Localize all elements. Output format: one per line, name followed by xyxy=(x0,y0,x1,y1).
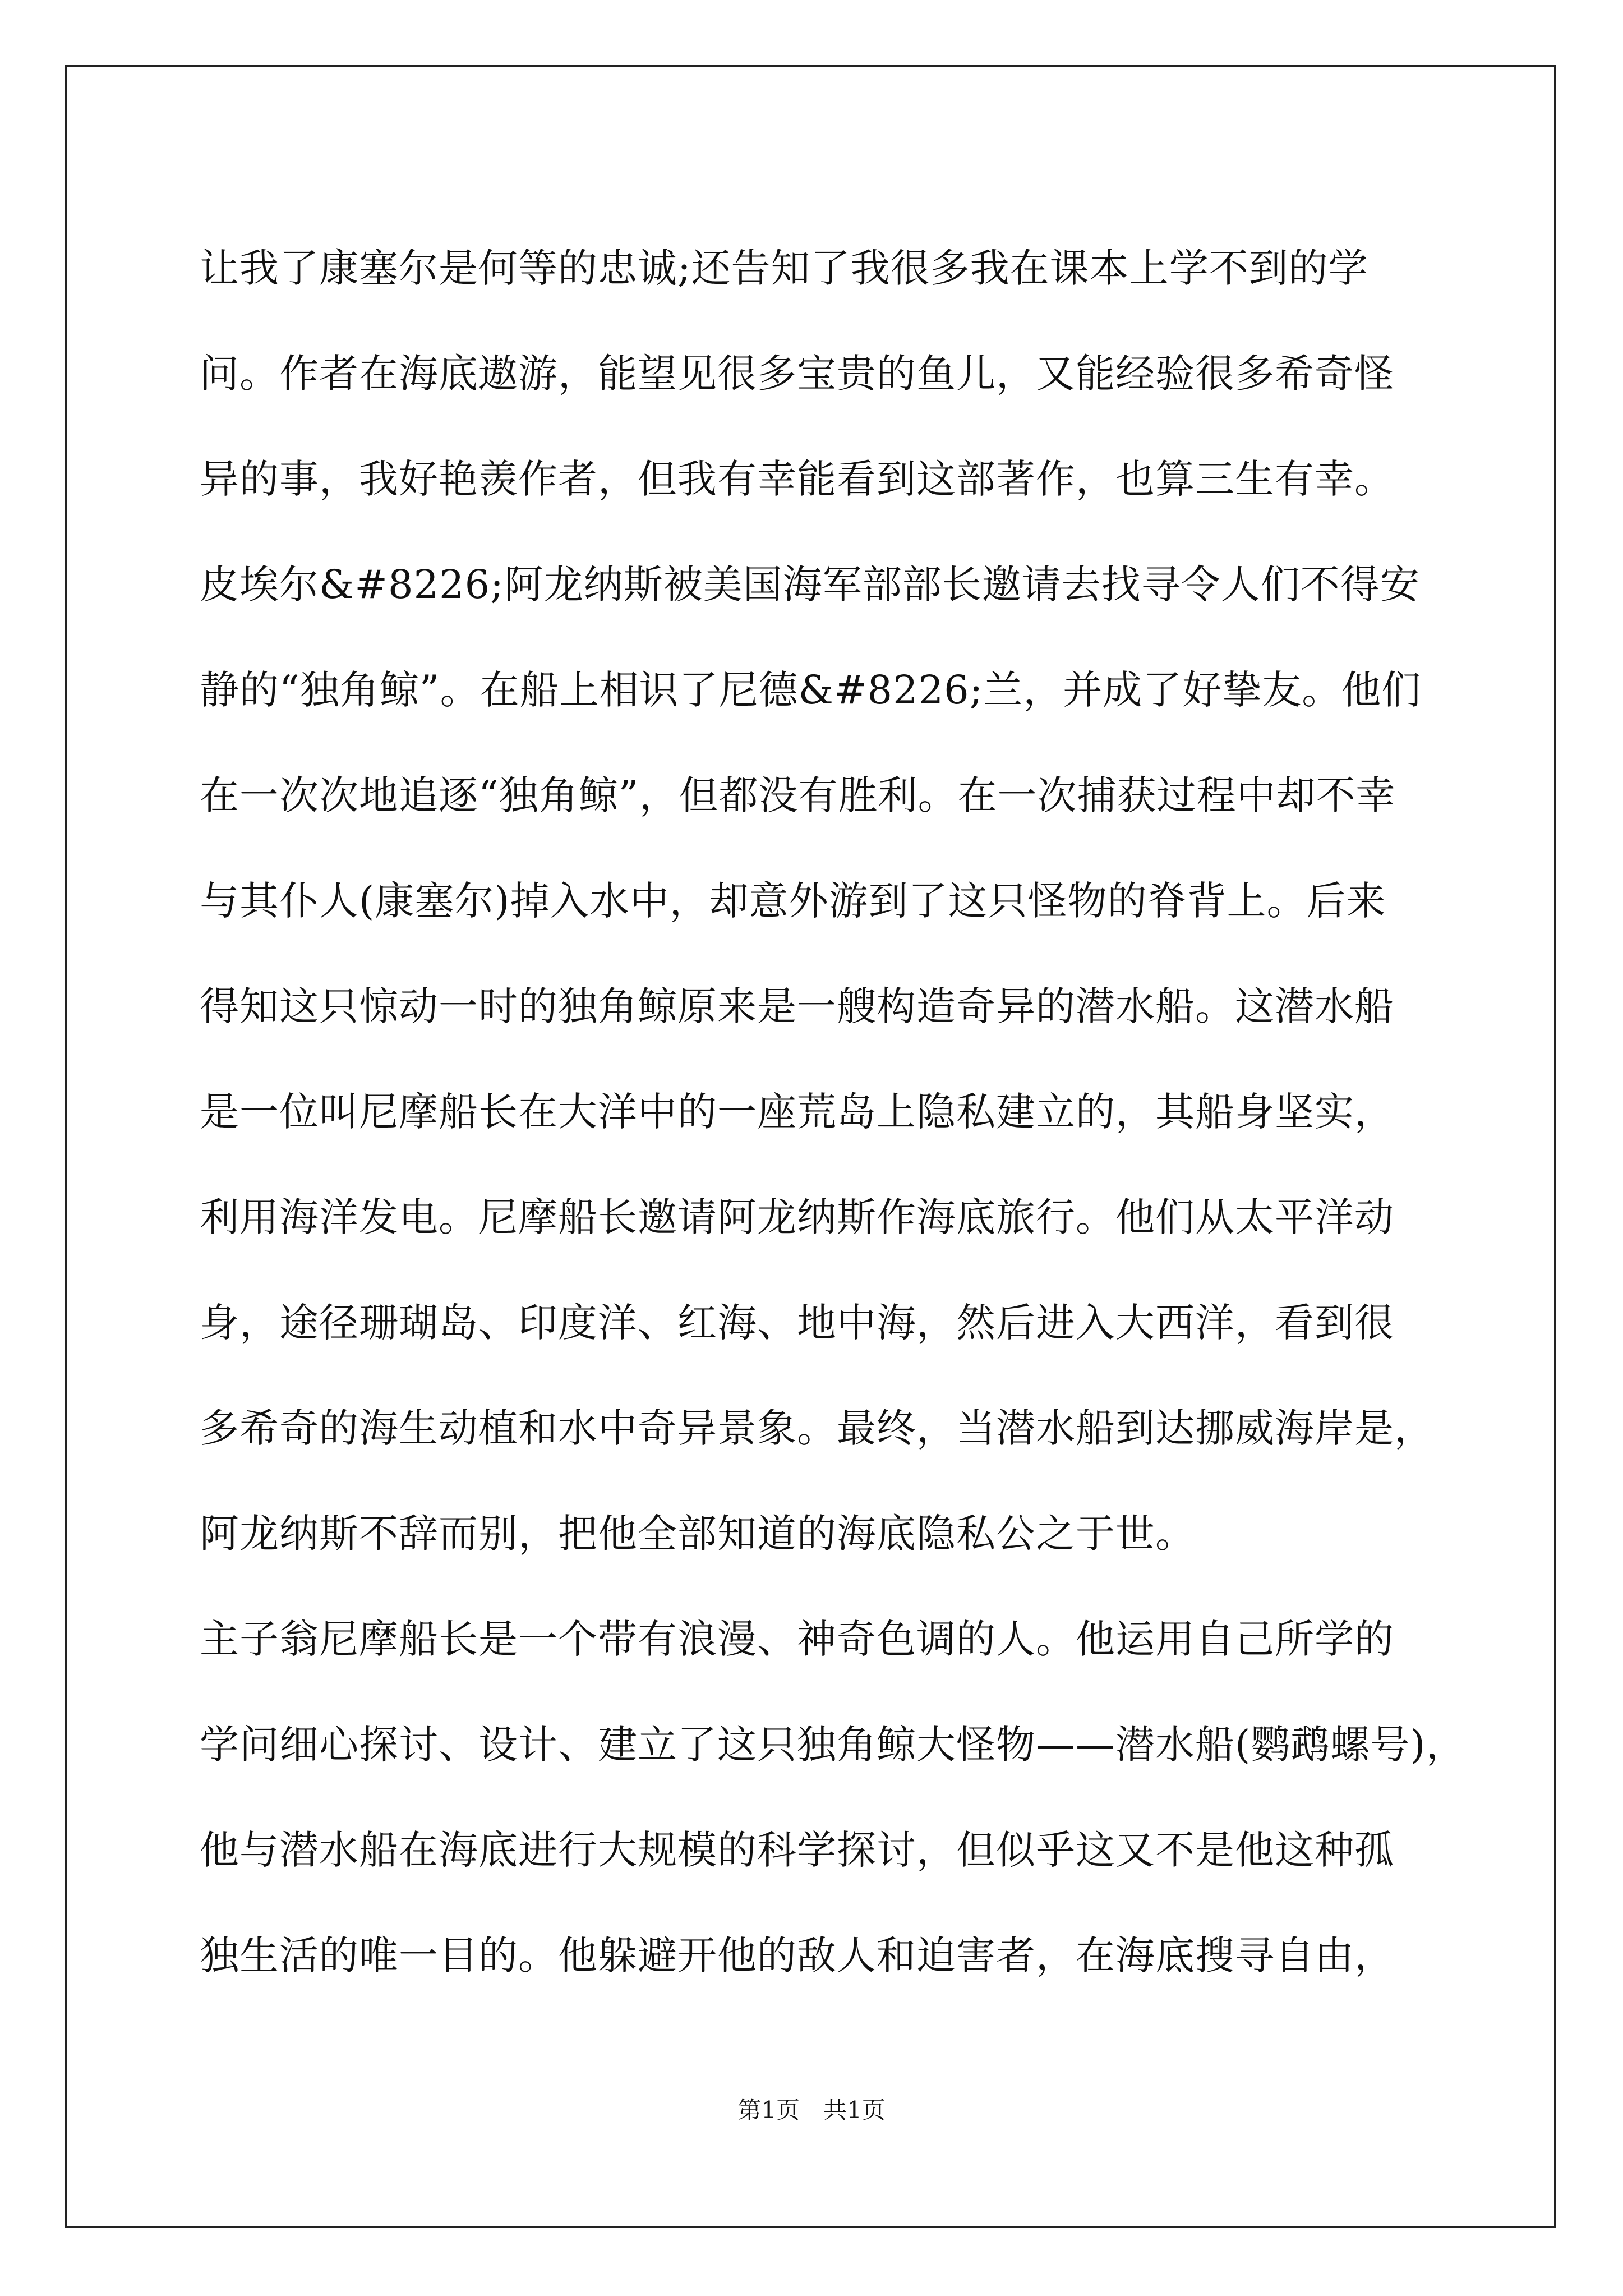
text-line: 皮埃尔&#8226;阿龙纳斯被美国海军部部长邀请去找寻令人们不得安 xyxy=(200,562,1420,608)
text-line: 他与潜水船在海底进行大规模的科学探讨，但似乎这又不是他这种孤 xyxy=(200,1827,1394,1873)
text-line: 异的事，我好艳羡作者，但我有幸能看到这部著作，也算三生有幸。 xyxy=(200,456,1394,502)
text-line: 阿龙纳斯不辞而别，把他全部知道的海底隐私公之于世。 xyxy=(200,1511,1195,1557)
text-line: 是一位叫尼摩船长在大洋中的一座荒岛上隐私建立的，其船身坚实， xyxy=(200,1089,1394,1135)
text-line: 得知这只惊动一时的独角鲸原来是一艘构造奇异的潜水船。这潜水船 xyxy=(200,983,1394,1029)
text-line: 让我了康塞尔是何等的忠诚;还告知了我很多我在课本上学不到的学 xyxy=(200,245,1368,291)
text-line: 学问细心探讨、设计、建立了这只独角鲸大怪物——潜水船(鹦鹉螺号)， xyxy=(200,1722,1466,1768)
text-line: 与其仆人(康塞尔)掉入水中，却意外游到了这只怪物的脊背上。后来 xyxy=(200,878,1386,924)
text-line: 独生活的唯一目的。他躲避开他的敌人和迫害者，在海底搜寻自由， xyxy=(200,1932,1394,1978)
body-text xyxy=(200,215,1490,2008)
text-line: 身，途径珊瑚岛、印度洋、红海、地中海，然后进入大西洋，看到很 xyxy=(200,1300,1394,1346)
text-line: 静的“独角鲸”。在船上相识了尼德&#8226;兰，并成了好挚友。他们 xyxy=(200,667,1422,713)
page-footer: 第1页 共1页 xyxy=(737,2096,886,2124)
text-line: 主子翁尼摩船长是一个带有浪漫、神奇色调的人。他运用自己所学的 xyxy=(200,1616,1394,1662)
text-line: 利用海洋发电。尼摩船长邀请阿龙纳斯作海底旅行。他们从太平洋动 xyxy=(200,1194,1394,1240)
text-line: 多希奇的海生动植和水中奇异景象。最终，当潜水船到达挪威海岸是， xyxy=(200,1405,1434,1451)
text-line: 在一次次地追逐“独角鲸”，但都没有胜利。在一次捕获过程中却不幸 xyxy=(200,772,1396,818)
text-line: 问。作者在海底遨游，能望见很多宝贵的鱼儿，又能经验很多希奇怪 xyxy=(200,351,1394,397)
